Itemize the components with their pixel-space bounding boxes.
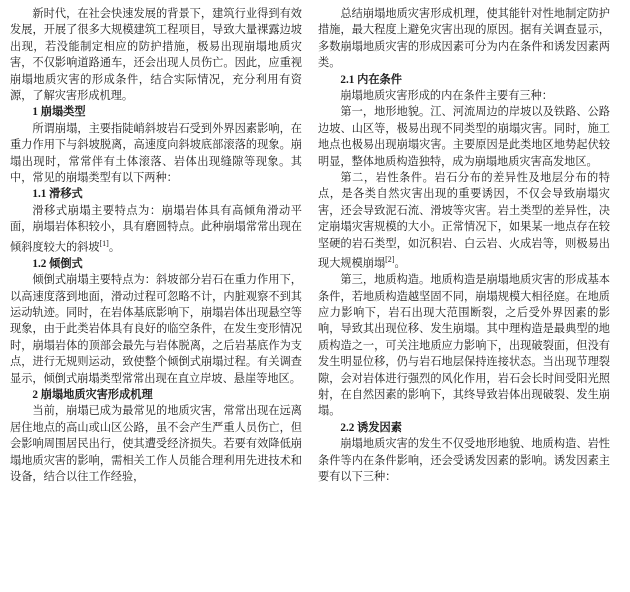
footnote-marker: [1] [99, 238, 109, 248]
paragraph [10, 203, 302, 256]
paragraph [318, 170, 610, 272]
section-heading: 2.2 诱发因素 [340, 421, 402, 434]
paragraph: 崩塌地质灾害的发生不仅受地形地貌、地质构造、岩性条件等内在条件影响，还会受诱发因素的影响。诱发因素主要有以下三种： [318, 438, 610, 484]
section-heading: 2.1 内在条件 [340, 73, 402, 86]
paragraph: 崩塌地质灾害形成的内在条件主要有三种： [340, 90, 553, 103]
section-heading: 2 崩塌地质灾害形成机理 [32, 389, 153, 402]
subsection-heading: 1.1 滑移式 [32, 188, 83, 201]
left-column [10, 6, 302, 586]
paragraph-text: 滑移式崩塌主要特点为：崩塌岩体具有高倾角滑动平面，崩塌岩体积较小，具有磨圆特点。此种崩塌常常出现在倾斜度较大的斜坡 [10, 204, 302, 254]
paragraph-text: 第二，岩性条件。岩石分布的差异性及地层分布的特点，是各类自然灾害出现的重要诱因，不仅会导致崩塌灾害，还会导致泥石流、滑坡等灾害。岩土类型的差异性，决定崩塌灾害规模的大小。正常情况下，如果某一地点存在较坚硬的岩石类型，如沉积岩、白云岩、火成岩等，则极易出现大规模崩塌 [318, 172, 610, 270]
paragraph: 所谓崩塌，主要指陡峭斜坡岩石受到外界因素影响，在重力作用下与斜坡脱离，高速度向斜坡底部滚落的现象。崩塌出现时，常常伴有土体滚落、岩体出现缝隙等现象。其中，常见的崩塌类型有以下两种： [10, 122, 302, 185]
paragraph-tail: 。 [108, 241, 121, 254]
right-column [318, 6, 610, 586]
paragraph-tail: 。 [394, 257, 406, 270]
section-heading: 1 崩塌类型 [32, 106, 86, 119]
footnote-marker: [2] [385, 255, 395, 265]
subsection-heading: 1.2 倾倒式 [32, 257, 83, 270]
paragraph: 倾倒式崩塌主要特点为：斜坡部分岩石在重力作用下，以高速度落到地面，滑动过程可忽略不计，内脏观察不到其运动轨迹。同时，在岩体基底影响下，崩塌岩体出现悬空等现象，由于此类岩体具有良好的临空条件，在发生变形情况时，崩塌岩体的顶部会最先与岩体脱离，之后岩基底作为支点，进行无规则运动，致使整个倾倒式崩塌过程。有关调查显示，倾倒式崩塌类型常常出现在直立岸坡、悬崖等地区。 [10, 274, 302, 385]
paragraph: 第一，地形地貌。江、河流周边的岸坡以及铁路、公路边坡、山区等，极易出现不同类型的崩塌灾害。同时，施工地点也极易出现崩塌灾害。主要原因是此类地区地势起伏较明显，整体地质构造独特，成为崩塌地质灾害高发地区。 [318, 106, 610, 168]
paragraph: 新时代，在社会快速发展的背景下，建筑行业得到有效发展，开展了很多大规模建筑工程项目，导致大量裸露边坡出现，若没能制定相应的防护措施，极易出现崩塌地质灾害，不仅影响道路通车，还会出现人员伤亡。因此，应重视崩塌地质灾害的形成条件，结合实际情况，充分利用有资源，了解灾害形成机理。 [10, 8, 302, 103]
paragraph: 第三，地质构造。地质构造是崩塌地质灾害的形成基本条件，若地质构造越坚固不同，崩塌规模大相径庭。在地质应力影响下，岩石出现大范围断裂，之后受外界因素的影响，导致其出现位移、发生崩塌。其中理构造是最典型的地质构造之一，可关注地质应力影响下，出现破裂面，但没有发生明显位移，仍与岩石地层保持连接状态。当出现节理裂隙，会对岩体进行强烈的风化作用，岩石会长时间受阳光照射，在自然因素的影响下，其终导致岩体出现破裂、发生崩塌。 [318, 274, 610, 418]
paragraph: 总结崩塌地质灾害形成机理，使其能针对性地制定防护措施，最大程度上避免灾害出现的原因。据有关调查显示，多数崩塌地质灾害的形成因素可分为内在条件和诱发因素两类。 [318, 8, 610, 70]
paragraph: 当前，崩塌已成为最常见的地质灾害，常常出现在远离居住地点的高山或山区公路，虽不会产生严重人员伤亡，但会影响周围居民出行，使其遭受经济损失。若要有效降低崩塌地质灾害的影响，需相关工作人员能合理利用先进技术和设备，结合以往工作经验， [10, 405, 302, 484]
